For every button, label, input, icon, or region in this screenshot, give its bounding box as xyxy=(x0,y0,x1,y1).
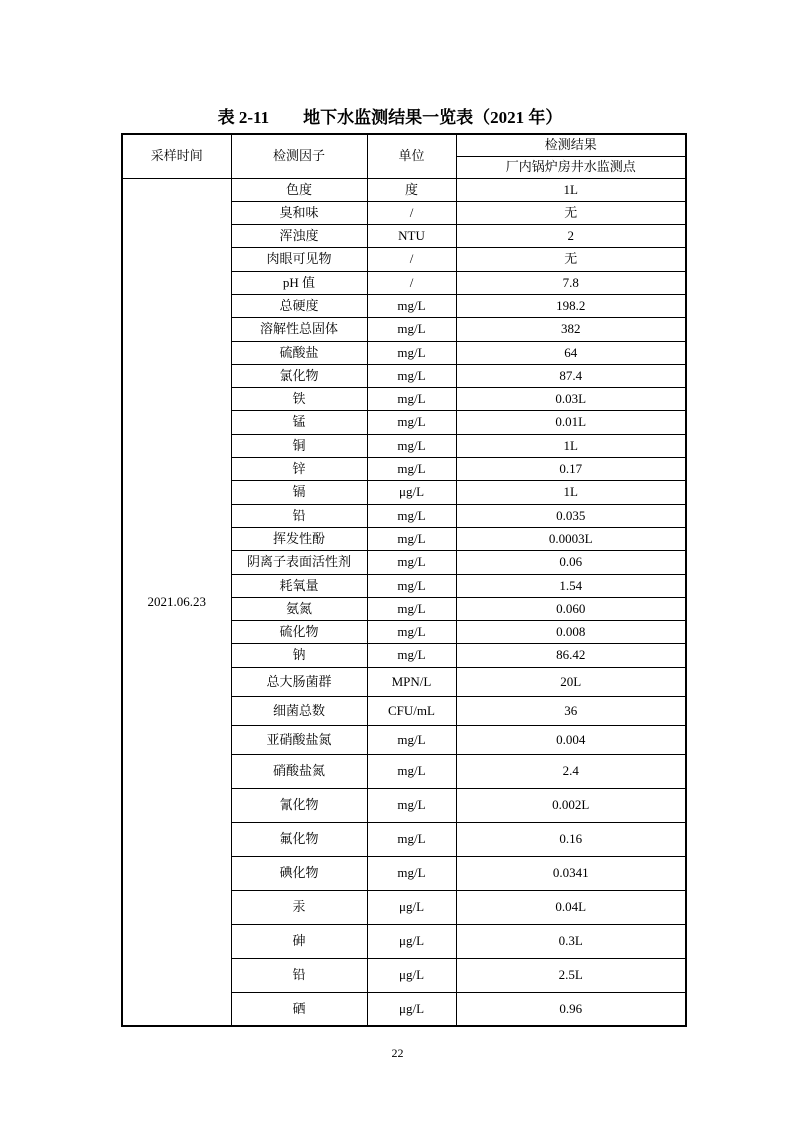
header-row-1 xyxy=(122,134,686,156)
header-unit: 单位 xyxy=(367,134,456,178)
factor-cell: 溶解性总固体 xyxy=(231,318,367,341)
value-cell: 0.004 xyxy=(456,725,686,754)
value-cell: 0.01L xyxy=(456,411,686,434)
value-cell: 1L xyxy=(456,481,686,504)
factor-cell: 汞 xyxy=(231,890,367,924)
value-cell: 0.3L xyxy=(456,924,686,958)
unit-cell: / xyxy=(367,248,456,271)
factor-cell: 总硬度 xyxy=(231,294,367,317)
value-cell: 0.008 xyxy=(456,621,686,644)
sampling-time-cell: 2021.06.23 xyxy=(122,178,231,1026)
value-cell: 7.8 xyxy=(456,271,686,294)
value-cell: 86.42 xyxy=(456,644,686,667)
value-cell: 1L xyxy=(456,178,686,201)
value-cell: 36 xyxy=(456,696,686,725)
value-cell: 2.5L xyxy=(456,958,686,992)
factor-cell: 铁 xyxy=(231,388,367,411)
value-cell: 87.4 xyxy=(456,364,686,387)
value-cell: 20L xyxy=(456,667,686,696)
unit-cell: mg/L xyxy=(367,388,456,411)
unit-cell: mg/L xyxy=(367,597,456,620)
factor-cell: 氯化物 xyxy=(231,364,367,387)
value-cell: 382 xyxy=(456,318,686,341)
unit-cell: mg/L xyxy=(367,364,456,387)
factor-cell: 硝酸盐氮 xyxy=(231,754,367,788)
factor-cell: 色度 xyxy=(231,178,367,201)
unit-cell: mg/L xyxy=(367,788,456,822)
factor-cell: 碘化物 xyxy=(231,856,367,890)
unit-cell: mg/L xyxy=(367,725,456,754)
factor-cell: pH 值 xyxy=(231,271,367,294)
unit-cell: μg/L xyxy=(367,958,456,992)
value-cell: 0.0003L xyxy=(456,527,686,550)
unit-cell: mg/L xyxy=(367,574,456,597)
unit-cell: μg/L xyxy=(367,890,456,924)
unit-cell: mg/L xyxy=(367,856,456,890)
unit-cell: CFU/mL xyxy=(367,696,456,725)
unit-cell: μg/L xyxy=(367,992,456,1026)
value-cell: 0.002L xyxy=(456,788,686,822)
value-cell: 0.03L xyxy=(456,388,686,411)
factor-cell: 硫酸盐 xyxy=(231,341,367,364)
factor-cell: 铅 xyxy=(231,504,367,527)
factor-cell: 锰 xyxy=(231,411,367,434)
factor-cell: 氨氮 xyxy=(231,597,367,620)
unit-cell: μg/L xyxy=(367,924,456,958)
value-cell: 2 xyxy=(456,225,686,248)
unit-cell: NTU xyxy=(367,225,456,248)
unit-cell: mg/L xyxy=(367,504,456,527)
value-cell: 2.4 xyxy=(456,754,686,788)
header-detection-result: 检测结果 xyxy=(456,134,686,156)
value-cell: 0.16 xyxy=(456,822,686,856)
header-detection-factor: 检测因子 xyxy=(231,134,367,178)
value-cell: 0.060 xyxy=(456,597,686,620)
factor-cell: 臭和味 xyxy=(231,201,367,224)
unit-cell: MPN/L xyxy=(367,667,456,696)
value-cell: 0.96 xyxy=(456,992,686,1026)
factor-cell: 氟化物 xyxy=(231,822,367,856)
value-cell: 无 xyxy=(456,248,686,271)
value-cell: 198.2 xyxy=(456,294,686,317)
unit-cell: / xyxy=(367,271,456,294)
unit-cell: / xyxy=(367,201,456,224)
factor-cell: 阴离子表面活性剂 xyxy=(231,551,367,574)
factor-cell: 亚硝酸盐氮 xyxy=(231,725,367,754)
factor-cell: 硫化物 xyxy=(231,621,367,644)
unit-cell: mg/L xyxy=(367,822,456,856)
factor-cell: 细菌总数 xyxy=(231,696,367,725)
unit-cell: mg/L xyxy=(367,318,456,341)
table-row xyxy=(122,178,686,201)
value-cell: 0.06 xyxy=(456,551,686,574)
unit-cell: μg/L xyxy=(367,481,456,504)
factor-cell: 铜 xyxy=(231,434,367,457)
unit-cell: mg/L xyxy=(367,341,456,364)
unit-cell: mg/L xyxy=(367,551,456,574)
factor-cell: 锌 xyxy=(231,458,367,481)
factor-cell: 镉 xyxy=(231,481,367,504)
value-cell: 1.54 xyxy=(456,574,686,597)
value-cell: 1L xyxy=(456,434,686,457)
value-cell: 无 xyxy=(456,201,686,224)
table-title: 表 2-11 地下水监测结果一览表（2021 年） xyxy=(217,108,563,127)
factor-cell: 肉眼可见物 xyxy=(231,248,367,271)
header-sampling-time: 采样时间 xyxy=(122,134,231,178)
factor-cell: 耗氧量 xyxy=(231,574,367,597)
factor-cell: 硒 xyxy=(231,992,367,1026)
factor-cell: 总大肠菌群 xyxy=(231,667,367,696)
unit-cell: mg/L xyxy=(367,434,456,457)
factor-cell: 挥发性酚 xyxy=(231,527,367,550)
value-cell: 0.0341 xyxy=(456,856,686,890)
factor-cell: 氰化物 xyxy=(231,788,367,822)
value-cell: 0.17 xyxy=(456,458,686,481)
value-cell: 0.035 xyxy=(456,504,686,527)
unit-cell: mg/L xyxy=(367,527,456,550)
header-monitoring-point: 厂内锅炉房井水监测点 xyxy=(456,156,686,178)
page-number: 22 xyxy=(391,1046,404,1060)
unit-cell: 度 xyxy=(367,178,456,201)
table-body xyxy=(122,178,686,1026)
unit-cell: mg/L xyxy=(367,294,456,317)
table-header xyxy=(122,134,686,178)
unit-cell: mg/L xyxy=(367,621,456,644)
factor-cell: 浑浊度 xyxy=(231,225,367,248)
value-cell: 0.04L xyxy=(456,890,686,924)
factor-cell: 铅 xyxy=(231,958,367,992)
monitoring-results-table xyxy=(121,133,687,1027)
unit-cell: mg/L xyxy=(367,411,456,434)
value-cell: 64 xyxy=(456,341,686,364)
unit-cell: mg/L xyxy=(367,754,456,788)
factor-cell: 砷 xyxy=(231,924,367,958)
unit-cell: mg/L xyxy=(367,644,456,667)
factor-cell: 钠 xyxy=(231,644,367,667)
unit-cell: mg/L xyxy=(367,458,456,481)
